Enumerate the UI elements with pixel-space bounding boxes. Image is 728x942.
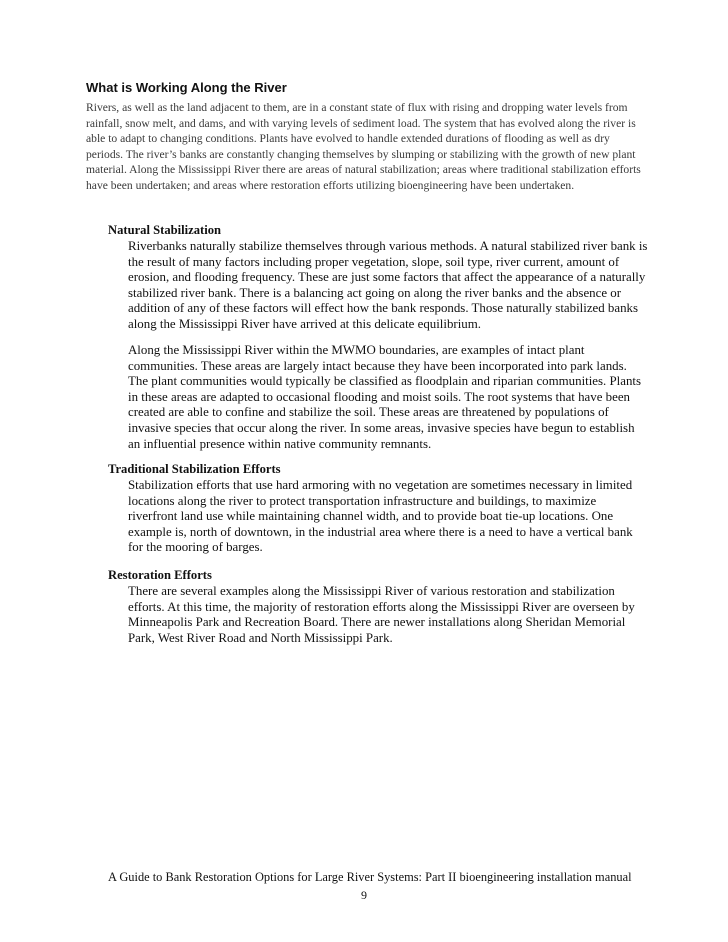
heading-traditional-stabilization: Traditional Stabilization Efforts (108, 462, 281, 476)
traditional-stabilization-paragraph: Stabilization efforts that use hard armoring with no vegetation are sometimes necessary in limited locations along the river to protect transportation infrastructure and buildings, to maximize riverfront land use while maintaining channel width, and to provide boat tie-up locations. One example is, north of downtown, in the industrial area where there is a need to have a vertical bank for the mooring of barges. (128, 478, 633, 555)
heading-natural-stabilization: Natural Stabilization (108, 223, 221, 237)
natural-stabilization-paragraph-1: Riverbanks naturally stabilize themselves through various methods. A natural stabilized river bank is the result of many factors including proper vegetation, slope, soil type, river current, amount of erosion, and flooding frequency. These are just some factors that affect the appearance of a naturally stabilized river bank. There is a balancing act going on along the river banks and the absence or addition of any of these factors will effect how the bank responds. Those naturally stabilized banks along the Mississippi River have arrived at this delicate equilibrium. (128, 239, 648, 331)
heading-restoration-efforts: Restoration Efforts (108, 568, 212, 582)
intro-paragraph: Rivers, as well as the land adjacent to them, are in a constant state of flux with rising and dropping water levels from rainfall, snow melt, and dams, and with varying levels of sediment load. The system that has evolved along the river is able to adapt to changing conditions. Plants have evolved to handle extended durations of flooding as well as dry periods. The river’s banks are constantly changing themselves by slumping or stabilizing with the growth of new plant material. Along the Mississippi River there are areas of natural stabilization; areas where traditional stabilization efforts have been undertaken; and areas where restoration efforts utilizing bioengineering have been undertaken. (86, 101, 641, 192)
restoration-efforts-paragraph: There are several examples along the Mississippi River of various restoration and stabilization efforts. At this time, the majority of restoration efforts along the Mississippi River are overseen by Minneapolis Park and Recreation Board. There are newer installations along Sheridan Memorial Park, West River Road and North Mississippi Park. (128, 584, 635, 645)
page-number: 9 (361, 888, 367, 902)
page-footer: A Guide to Bank Restoration Options for Large River Systems: Part II bioengineering installation manual (108, 870, 632, 884)
section-title: What is Working Along the River (86, 80, 287, 95)
natural-stabilization-paragraph-2: Along the Mississippi River within the MWMO boundaries, are examples of intact plant communities. These areas are largely intact because they have been incorporated into park lands. The plant communities would typically be classified as floodplain and riparian communities. Plants in these areas are adapted to occasional flooding and moist soils. The root systems that have been created are able to confine and stabilize the soil. These areas are threatened by populations of invasive species that occur along the river. In some areas, invasive species have begun to establish an influential presence within native community remnants. (128, 343, 642, 451)
